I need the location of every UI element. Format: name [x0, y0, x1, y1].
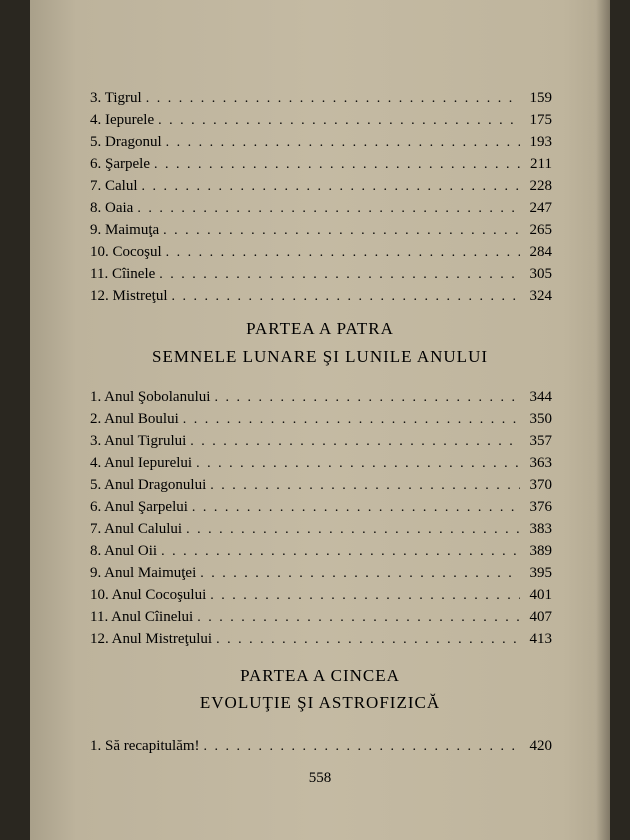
- dot-leader: [190, 431, 520, 453]
- dot-leader: [166, 242, 520, 264]
- toc-entry-label: 9. Maimuţa: [90, 222, 160, 238]
- dot-leader: [146, 88, 520, 110]
- toc-entry: [90, 518, 552, 540]
- toc-entry-label: 5. Dragonul: [90, 134, 162, 150]
- toc-list-part-three: [90, 87, 552, 307]
- toc-entry: [90, 408, 552, 430]
- dot-leader: [210, 475, 520, 497]
- dot-leader: [154, 154, 520, 176]
- toc-entry-page: 401: [529, 587, 552, 603]
- toc-entry-label: 7. Calul: [90, 178, 138, 194]
- toc-entry-page: 357: [529, 433, 552, 449]
- toc-entry: [90, 735, 552, 757]
- dot-leader: [163, 220, 520, 242]
- page-number: 558: [308, 770, 332, 786]
- toc-entry-label: 6. Şarpele: [90, 156, 150, 172]
- toc-entry: [90, 386, 552, 408]
- dot-leader: [204, 736, 520, 758]
- toc-entry: [90, 241, 552, 263]
- toc-entry: [90, 474, 552, 496]
- toc-entry-label: 3. Tigrul: [90, 90, 142, 106]
- toc-entry-page: 376: [529, 499, 552, 515]
- page-spine-shadow: [596, 0, 610, 840]
- toc-entry-page: 193: [529, 134, 552, 150]
- toc-entry-label: 1. Anul Şobolanului: [90, 389, 211, 405]
- toc-entry: [90, 109, 552, 131]
- toc-entry-label: 10. Cocoşul: [90, 244, 162, 260]
- toc-entry-page: 363: [529, 455, 552, 471]
- toc-entry-label: 6. Anul Şarpelui: [90, 499, 188, 515]
- toc-entry-label: 11. Cîinele: [90, 266, 156, 282]
- toc-entry-page: 389: [529, 543, 552, 559]
- dot-leader: [186, 519, 520, 541]
- toc-entry-label: 1. Să recapitulăm!: [90, 738, 200, 754]
- dot-leader: [142, 176, 521, 198]
- dot-leader: [172, 286, 521, 308]
- toc-entry-label: 10. Anul Cocoşului: [90, 587, 207, 603]
- toc-entry-label: 5. Anul Dragonului: [90, 477, 207, 493]
- toc-entry-page: 284: [529, 244, 552, 260]
- toc-entry: [90, 628, 552, 650]
- toc-entry-label: 8. Oaia: [90, 200, 134, 216]
- toc-entry-label: 3. Anul Tigrului: [90, 433, 187, 449]
- toc-entry-page: 211: [530, 156, 552, 172]
- toc-entry-page: 420: [529, 738, 552, 754]
- toc-entry-label: 8. Anul Oii: [90, 543, 158, 559]
- toc-entry-page: 324: [529, 288, 552, 304]
- toc-entry-label: 7. Anul Calului: [90, 521, 183, 537]
- dot-leader: [159, 264, 520, 286]
- dot-leader: [166, 132, 520, 154]
- dot-leader: [192, 497, 520, 519]
- dot-leader: [137, 198, 520, 220]
- toc-entry: [90, 452, 552, 474]
- dot-leader: [214, 387, 520, 409]
- toc-entry-label: 2. Anul Boului: [90, 411, 179, 427]
- part-four-title: PARTEA A PATRA: [246, 319, 394, 338]
- toc-entry-label: 4. Anul Iepurelui: [90, 455, 193, 471]
- toc-entry: [90, 219, 552, 241]
- toc-entry-page: 344: [529, 389, 552, 405]
- dot-leader: [210, 585, 520, 607]
- dot-leader: [197, 607, 520, 629]
- toc-entry: [90, 540, 552, 562]
- toc-entry: [90, 430, 552, 452]
- toc-entry-page: 159: [529, 90, 552, 106]
- toc-entry: [90, 87, 552, 109]
- toc-entry-page: 175: [529, 112, 552, 128]
- toc-entry-page: 407: [529, 609, 552, 625]
- part-five-title: PARTEA A CINCEA: [240, 666, 400, 685]
- toc-list-part-four: [90, 386, 552, 650]
- toc-list-part-five: [90, 735, 552, 757]
- toc-entry: [90, 584, 552, 606]
- toc-entry: [90, 562, 552, 584]
- dot-leader: [196, 453, 520, 475]
- toc-entry-label: 12. Mistreţul: [90, 288, 168, 304]
- toc-entry: [90, 197, 552, 219]
- toc-entry: [90, 606, 552, 628]
- dot-leader: [161, 541, 520, 563]
- toc-entry: [90, 153, 552, 175]
- toc-entry: [90, 131, 552, 153]
- toc-entry: [90, 285, 552, 307]
- toc-entry-page: 247: [529, 200, 552, 216]
- dot-leader: [158, 110, 520, 132]
- part-four-subtitle: SEMNELE LUNARE ŞI LUNILE ANULUI: [151, 347, 489, 366]
- dot-leader: [183, 409, 520, 431]
- toc-entry-page: 383: [529, 521, 552, 537]
- toc-entry: [90, 496, 552, 518]
- toc-entry: [90, 263, 552, 285]
- toc-entry-page: 228: [529, 178, 552, 194]
- dot-leader: [200, 563, 520, 585]
- toc-entry-page: 350: [529, 411, 552, 427]
- toc-entry-page: 305: [529, 266, 552, 282]
- toc-entry-label: 11. Anul Cîinelui: [90, 609, 194, 625]
- toc-entry-page: 265: [529, 222, 552, 238]
- toc-entry-page: 395: [529, 565, 552, 581]
- toc-entry-page: 413: [529, 631, 552, 647]
- toc-entry-label: 9. Anul Maimuţei: [90, 565, 197, 581]
- toc-entry: [90, 175, 552, 197]
- dot-leader: [216, 629, 520, 651]
- toc-entry-page: 370: [529, 477, 552, 493]
- toc-entry-label: 12. Anul Mistreţului: [90, 631, 213, 647]
- toc-entry-label: 4. Iepurele: [90, 112, 155, 128]
- part-five-subtitle: EVOLUŢIE ŞI ASTROFIZICĂ: [199, 693, 441, 712]
